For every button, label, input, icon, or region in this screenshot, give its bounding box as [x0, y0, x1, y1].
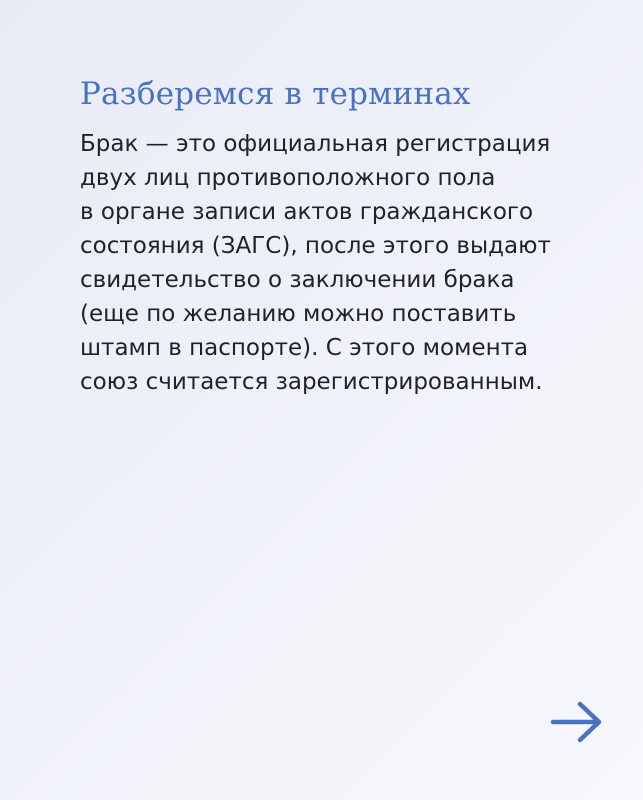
text-line: состояния (ЗАГС), после этого выдают [80, 233, 551, 259]
text-line: (еще по желанию можно поставить [80, 301, 517, 327]
text-line: штамп в паспорте). С этого момента [80, 335, 529, 361]
arrow-right-icon[interactable] [548, 696, 606, 748]
text-line: в органе записи актов гражданского [80, 199, 534, 225]
text-line: союз считается зарегистрированным. [80, 369, 543, 395]
text-line: свидетельство о заключении брака [80, 267, 515, 293]
slide-title: Разберемся в терминах [80, 76, 471, 112]
definition-text [80, 127, 600, 399]
text-line: двух лиц противоположного пола [80, 165, 496, 191]
text-line: Брак — это официальная регистрация [80, 131, 551, 157]
